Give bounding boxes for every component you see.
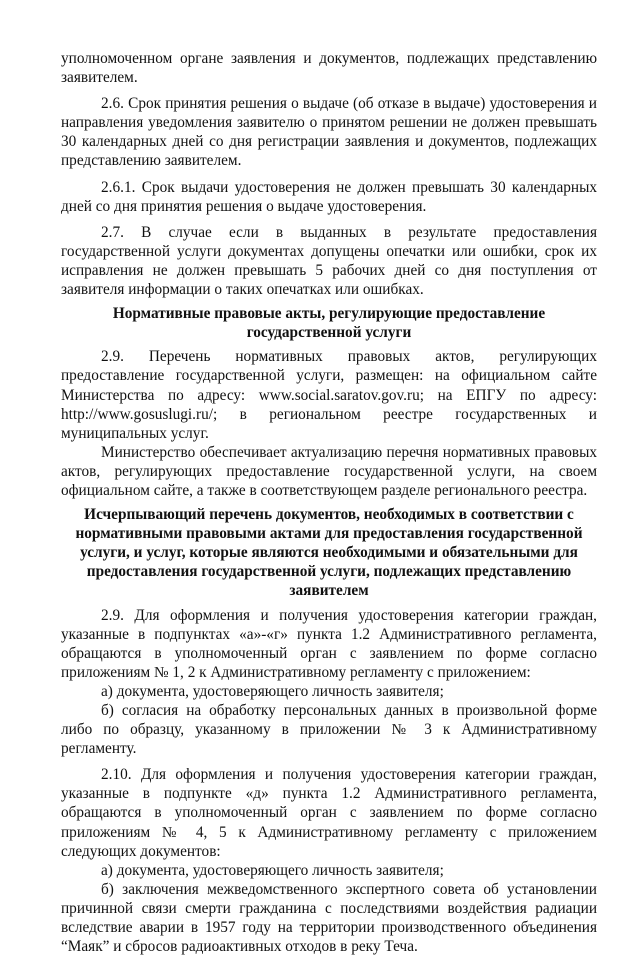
paragraph-ministry-updates: Министерство обеспечивает актуализацию перечня нормативных правовых актов, регулирующих предоставление государственной услуги, на своем официальном сайте, а также в соответствующем разделе регионального реестра. <box>61 443 597 499</box>
paragraph-2-9-documents: 2.9. Для оформления и получения удостоверения категории граждан, указанные в подпунктах «а»-«г» пункта 1.2 Административного регламента, обращаются в уполномоченный орган с заявлением по форме согласно приложениям № 1, 2 к Административному регламенту с приложением: <box>61 606 597 681</box>
list-item-2-10-a: а) документа, удостоверяющего личность заявителя; <box>101 861 444 879</box>
section-heading-normative-acts: Нормативные правовые акты, регулирующие предоставление государственной услуги <box>112 305 546 342</box>
list-item-2-10-b: б) заключения межведомственного экспертного совета об установлении причинной связи смерти гражданина с последствиями воздействия радиации вследствие аварии в 1957 году на территории производственного объединения “Маяк” и сбросов радиоактивных отходов в реку Теча. <box>61 880 597 956</box>
section-heading-documents-list: Исчерпывающий перечень документов, необходимых в соответствии с нормативными правовыми актами для предоставления государственной услуги, и услуг, которые являются необходимыми и обязательными для предоставления государственной услуги, подлежащих представлению заявителем <box>75 506 583 600</box>
paragraph-2-10: 2.10. Для оформления и получения удостоверения категории граждан, указанные в подпункте «д» пункта 1.2 Административного регламента, обращаются в уполномоченный орган с заявлением по форме согласно приложениям № 4, 5 к Административному регламенту с приложением следующих документов: <box>61 766 597 860</box>
document-page <box>61 49 597 956</box>
paragraph-2-6: 2.6. Срок принятия решения о выдаче (об отказе в выдаче) удостоверения и направления уведомления заявителю о принятом решении не должен превышать 30 календарных дней со дня регистрации заявления и документов, подлежащих представлению заявителем. <box>61 95 597 170</box>
paragraph-2-7: 2.7. В случае если в выданных в результате предоставления государственной услуги документах допущены опечатки или ошибки, срок их исправления не должен превышать 5 рабочих дней со дня поступления от заявителя информации о таких опечатках или ошибках. <box>61 223 597 299</box>
list-item-2-9-b: б) согласия на обработку персональных данных в произвольной форме либо по образцу, указанному в приложении № 3 к Административному регламенту. <box>61 702 597 758</box>
paragraph-2-6-1: 2.6.1. Срок выдачи удостоверения не должен превышать 30 календарных дней со дня принятия решения о выдаче удостоверения. <box>61 178 597 215</box>
paragraph-2-9-acts-list: 2.9. Перечень нормативных правовых актов, регулирующих предоставление государственной услуги, размещен: на официальном сайте Министерства по адресу: www.social.saratov.gov.ru; на ЕПГУ по адресу: http://www.gosuslugi.ru/; в региональном реестре государственных и муниципальных услуг. <box>61 348 597 442</box>
list-item-2-9-a: а) документа, удостоверяющего личность заявителя; <box>101 682 444 700</box>
paragraph-continuation: уполномоченном органе заявления и документов, подлежащих представлению заявителем. <box>61 50 597 87</box>
